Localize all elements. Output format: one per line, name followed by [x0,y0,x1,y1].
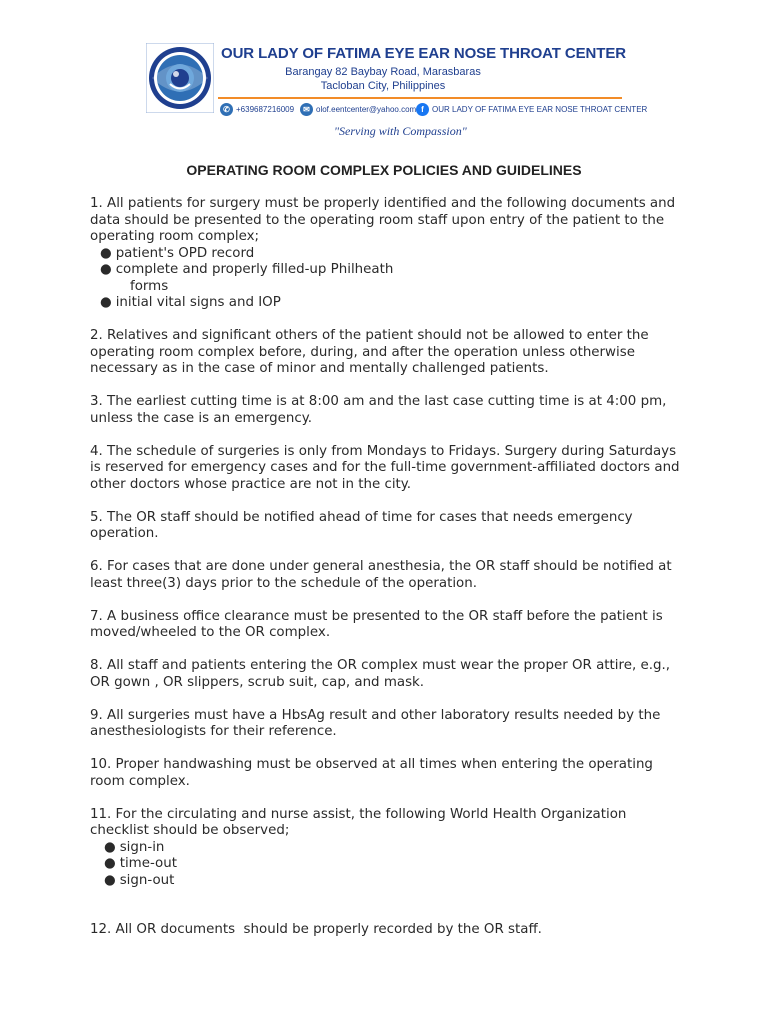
list-item-continuation: forms [130,278,169,294]
who-checklist [90,840,680,890]
list-item: ● sign-out [104,872,175,888]
policy-item-3: 3. The earliest cutting time is at 8:00 am and the last case cutting time is at 4:00 pm, unless the case is an emergency. [90,394,667,426]
policy-item-6: 6. For cases that are done under general anesthesia, the OR staff should be notified at least three(3) days prior to the schedule of the operation. [90,559,672,591]
policy-item-11 [90,807,680,890]
list-item: ● sign-in [104,839,165,855]
email-contact [300,103,416,116]
policy-item-2: 2. Relatives and significant others of the patient should not be allowed to enter the operating room complex before, during, and after the operation unless otherwise necessary as in the case of minor and mentally challenged patients. [90,328,649,376]
tagline: "Serving with Compassion" [334,124,467,138]
phone-icon: ✆ [220,103,233,116]
list-item: ● complete and properly filled-up Philheath forms [90,262,680,295]
org-name: OUR LADY OF FATIMA EYE EAR NOSE THROAT CENTER [221,45,626,62]
policy-text: 11. For the circulating and nurse assist, the following World Health Organization checklist should be observed; [90,806,627,838]
email-address: olof.eentcenter@yahoo.com [316,105,417,114]
facebook-icon: f [416,103,429,116]
bullet-icon: ● [100,295,112,310]
policy-item-1 [90,196,680,312]
document-title: OPERATING ROOM COMPLEX POLICIES AND GUIDELINES [186,162,582,178]
policy-item-9: 9. All surgeries must have a HbsAg result and other laboratory results needed by the anesthesiologists for their reference. [90,707,661,739]
required-documents-list [90,246,680,312]
phone-number: +639687216009 [236,105,295,114]
policy-item-12: 12. All OR documents should be properly recorded by the OR staff. [90,922,542,937]
address-line-1: Barangay 82 Baybay Road, Marasbaras [285,66,481,78]
policy-item-7: 7. A business office clearance must be presented to the OR staff before the patient is moved/wheeled to the OR complex. [90,608,663,640]
address-line-2: Tacloban City, Philippines [320,80,446,92]
email-icon: ✉ [300,103,313,116]
bullet-icon: ● [100,262,112,277]
bullet-icon: ● [100,245,112,261]
list-item: ● patient's OPD record [100,245,255,261]
phone-contact [220,103,294,116]
facebook-contact [416,103,647,116]
list-item: ● time-out [104,856,177,871]
facebook-page: OUR LADY OF FATIMA EYE EAR NOSE THROAT CENTER [432,105,648,114]
policy-item-8: 8. All staff and patients entering the OR complex must wear the proper OR attire, e.g., OR gown , OR slippers, scrub suit, cap, and mask. [90,658,670,690]
letterhead [146,43,648,143]
policy-item-5: 5. The OR staff should be notified ahead of time for cases that needs emergency operation. [90,509,633,541]
list-item: ● initial vital signs and IOP [100,295,281,310]
eye-logo-icon [146,43,214,113]
letterhead-divider [218,97,622,99]
policy-item-10: 10. Proper handwashing must be observed at all times when entering the operating room complex. [90,757,653,789]
bullet-icon: ● [104,872,116,888]
contact-row [218,103,648,119]
bullet-icon: ● [104,856,116,871]
policy-item-4: 4. The schedule of surgeries is only from Mondays to Fridays. Surgery during Saturdays is reserved for emergency cases and for the full-time government-affiliated doctors and other doctors whose practice are not in the city. [90,443,680,492]
policy-text: 1. All patients for surgery must be properly identified and the following documents and data should be presented to the operating room staff upon entry of the patient to the operating room complex; [90,196,676,244]
policy-list [90,196,680,955]
org-address [221,65,545,93]
bullet-icon: ● [104,839,116,855]
